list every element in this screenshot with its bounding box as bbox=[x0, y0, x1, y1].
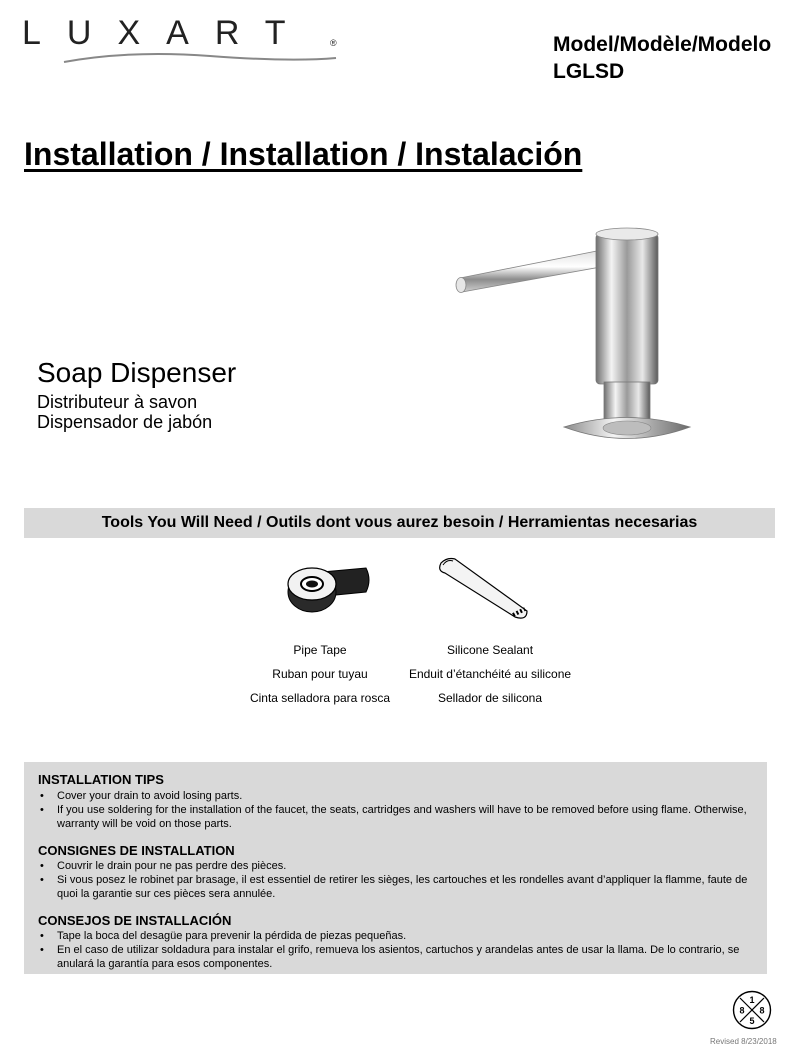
1885-badge-icon bbox=[732, 990, 772, 1030]
tool-label-fr: Ruban pour tuyau bbox=[272, 667, 368, 681]
tool-pipe-tape-labels bbox=[240, 643, 400, 715]
tips-list-es bbox=[38, 929, 758, 971]
list-item: • Si vous posez le robinet par brasage, il est essentiel de retirer les sièges, les cartouches et les rondelles avant d’appliquer la flamme, faute de quoi la garantie sur ces pièces sera annulée. bbox=[38, 873, 758, 901]
tools-header-bar bbox=[24, 508, 775, 538]
badge-digit-left: 8 bbox=[739, 1005, 745, 1016]
list-item: • Couvrir le drain pour ne pas perdre des pièces. bbox=[38, 859, 758, 873]
list-item: • Cover your drain to avoid losing parts. bbox=[38, 789, 758, 803]
registered-mark: ® bbox=[330, 38, 337, 48]
product-name-en: Soap Dispenser bbox=[37, 357, 237, 388]
product-name-fr: Distributeur à savon bbox=[37, 392, 198, 412]
revision-date: Revised 8/23/2018 bbox=[710, 1037, 777, 1046]
installation-tips-box bbox=[24, 762, 767, 974]
tips-heading-en: INSTALLATION TIPS bbox=[38, 772, 164, 787]
badge-digit-bottom: 5 bbox=[749, 1016, 755, 1026]
tips-heading-es: CONSEJOS DE INSTALLACIÓN bbox=[38, 913, 232, 928]
badge-digit-top: 1 bbox=[749, 995, 755, 1005]
tips-list-fr bbox=[38, 859, 758, 901]
pipe-tape-icon bbox=[282, 558, 372, 618]
logo-swoosh-icon bbox=[60, 48, 340, 70]
brand-logo: LUXART bbox=[22, 14, 312, 52]
soap-dispenser-icon bbox=[450, 222, 700, 450]
tool-label-en: Silicone Sealant bbox=[446, 643, 534, 657]
model-label: Model/Modèle/Modelo bbox=[553, 33, 772, 56]
tool-label-es: Sellador de silicona bbox=[437, 691, 543, 705]
tips-list-en bbox=[38, 789, 758, 831]
tool-silicone-sealant-labels bbox=[405, 643, 575, 715]
tips-heading-fr: CONSIGNES DE INSTALLATION bbox=[38, 843, 235, 858]
tool-label-es: Cinta selladora para rosca bbox=[249, 691, 391, 705]
product-name-es: Dispensador de jabón bbox=[37, 412, 213, 432]
silicone-sealant-icon bbox=[435, 555, 530, 627]
list-item: • En el caso de utilizar soldadura para instalar el grifo, remueva los asientos, cartuchos y arandelas antes de usar la llama. De lo contrario, se anulará la garantía para esos componentes. bbox=[38, 943, 758, 971]
page-title: Installation / Installation / Instalación bbox=[24, 136, 583, 172]
model-number: LGLSD bbox=[553, 60, 625, 83]
list-item: • Tape la boca del desagüe para prevenir la pérdida de piezas pequeñas. bbox=[38, 929, 758, 943]
tool-label-en: Pipe Tape bbox=[293, 643, 347, 657]
list-item: • If you use soldering for the installation of the faucet, the seats, cartridges and washers will have to be removed before using flame. Otherwise, warranty will be void on those parts. bbox=[38, 803, 758, 831]
tools-heading: Tools You Will Need / Outils dont vous aurez besoin / Herramientas necesarias bbox=[101, 514, 698, 531]
tool-label-fr: Enduit d’étanchéité au silicone bbox=[408, 667, 572, 681]
badge-digit-right: 8 bbox=[759, 1005, 765, 1016]
